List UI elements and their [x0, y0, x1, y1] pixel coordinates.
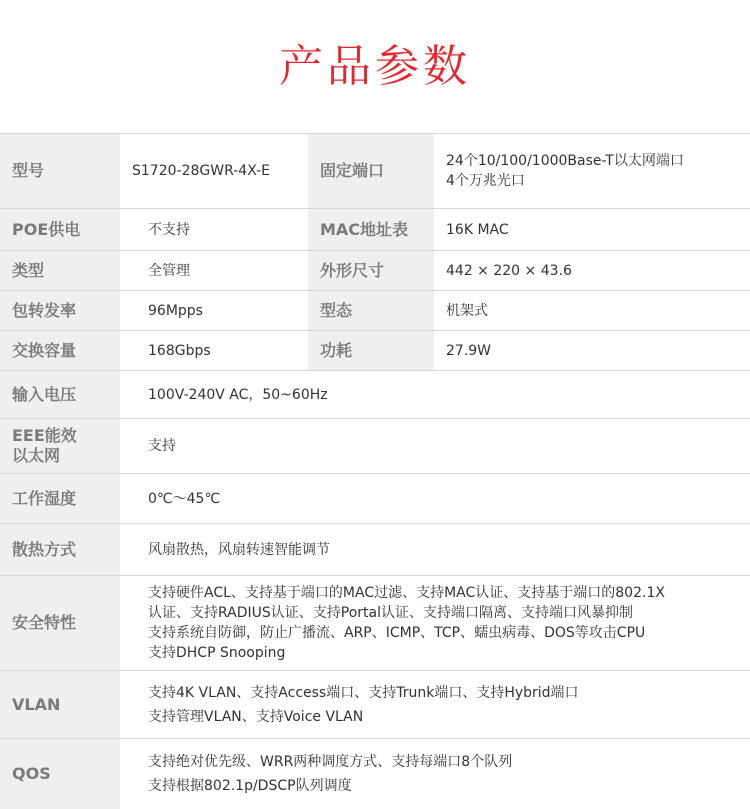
eee-label-line: 以太网	[12, 446, 61, 465]
spec-row-temperature	[0, 474, 750, 524]
spec-row-type	[0, 251, 750, 291]
security-line: 支持系统自防御，防止广播流、ARP、ICMP、TCP、蠕虫病毒、DOS等攻击CPU	[148, 625, 646, 641]
type-value: 全管理	[120, 251, 308, 290]
spec-row-vlan	[0, 671, 750, 739]
eee-label-line: EEE能效	[12, 426, 77, 445]
page-title: 产品参数	[279, 41, 471, 92]
voltage-label: 输入电压	[0, 371, 120, 418]
ports-label: 固定端口	[308, 134, 434, 208]
spec-row-qos	[0, 739, 750, 809]
poe-value: 不支持	[120, 209, 308, 250]
eee-label	[0, 419, 120, 473]
size-value: 442 × 220 × 43.6	[434, 251, 750, 290]
form-label: 型态	[308, 291, 434, 330]
mac-label: MAC地址表	[308, 209, 434, 250]
temperature-label: 工作湿度	[0, 474, 120, 523]
spec-row-voltage	[0, 371, 750, 419]
vlan-line: 支持管理VLAN、支持Voice VLAN	[148, 708, 364, 725]
eee-value: 支持	[120, 419, 750, 473]
vlan-value	[120, 671, 750, 738]
spec-row-security	[0, 576, 750, 671]
qos-line: 支持根据802.1p/DSCP队列调度	[148, 778, 352, 794]
title-area	[0, 0, 750, 133]
qos-line: 支持绝对优先级、WRR两种调度方式、支持每端口8个队列	[148, 754, 513, 770]
security-line: 支持硬件ACL、支持基于端口的MAC过滤、支持MAC认证、支持基于端口的802.1X	[148, 585, 665, 601]
vlan-label: VLAN	[0, 671, 120, 738]
spec-row-model	[0, 134, 750, 209]
security-label: 安全特性	[0, 576, 120, 670]
mac-value: 16K MAC	[434, 209, 750, 250]
type-label: 类型	[0, 251, 120, 290]
size-label: 外形尺寸	[308, 251, 434, 290]
security-line: 认证、支持RADIUS认证、支持Portal认证、支持端口隔离、支持端口风暴抑制	[148, 605, 634, 621]
model-label: 型号	[0, 134, 120, 208]
security-value	[120, 576, 750, 670]
ports-line: 4个万兆光口	[446, 173, 525, 189]
voltage-value: 100V-240V AC，50~60Hz	[120, 371, 750, 418]
spec-row-cooling	[0, 524, 750, 576]
ports-value	[434, 134, 750, 208]
power-label: 功耗	[308, 331, 434, 370]
spec-table	[0, 133, 750, 809]
forwarding-label: 包转发率	[0, 291, 120, 330]
power-value: 27.9W	[434, 331, 750, 370]
form-value: 机架式	[434, 291, 750, 330]
qos-value	[120, 739, 750, 809]
poe-label: POE供电	[0, 209, 120, 250]
spec-row-poe	[0, 209, 750, 251]
spec-row-eee	[0, 419, 750, 474]
forwarding-value: 96Mpps	[120, 291, 308, 330]
switching-value: 168Gbps	[120, 331, 308, 370]
spec-row-switching	[0, 331, 750, 371]
spec-row-forwarding	[0, 291, 750, 331]
cooling-label: 散热方式	[0, 524, 120, 575]
ports-line: 24个10/100/1000Base-T以太网端口	[446, 153, 684, 169]
temperature-value: 0℃～45℃	[120, 474, 750, 523]
security-line: 支持DHCP Snooping	[148, 645, 286, 661]
qos-label: QOS	[0, 739, 120, 809]
vlan-line: 支持4K VLAN、支持Access端口、支持Trunk端口、支持Hybrid端口	[148, 684, 579, 701]
cooling-value: 风扇散热，风扇转速智能调节	[120, 524, 750, 575]
switching-label: 交换容量	[0, 331, 120, 370]
model-value: S1720-28GWR-4X-E	[120, 134, 308, 208]
